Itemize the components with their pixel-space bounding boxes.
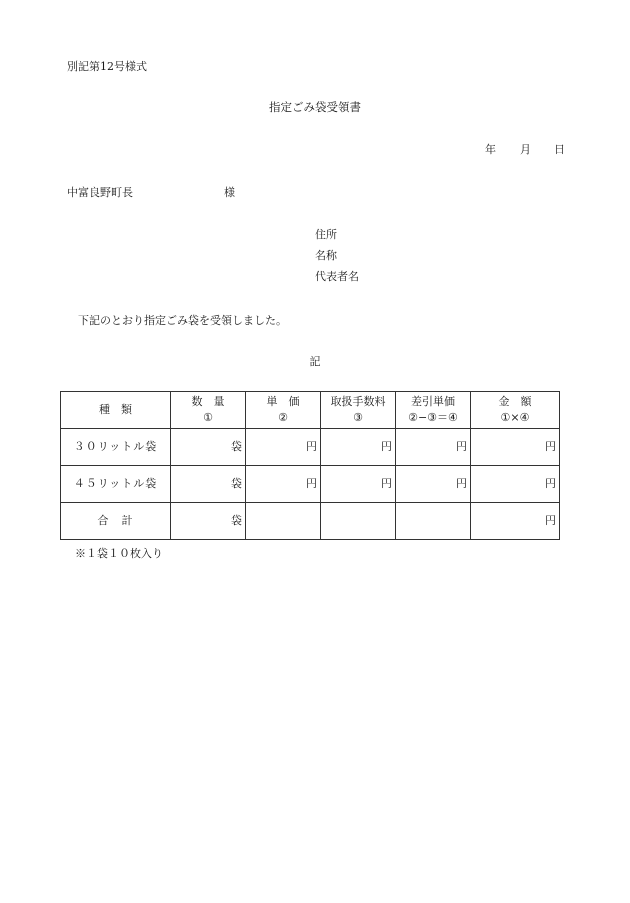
unit-price-cell [246, 503, 321, 540]
document-title: 指定ごみ袋受領書 [269, 100, 361, 114]
net-price-cell[interactable]: 円 [396, 429, 471, 466]
addressee-name: 中富良野町長 [67, 186, 133, 199]
table-header-row [61, 392, 560, 429]
date-year-label: 年 [485, 143, 496, 156]
applicant-representative-label: 代表者名 [315, 270, 359, 283]
handling-fee-cell[interactable]: 円 [321, 466, 396, 503]
amount-cell[interactable]: 円 [471, 466, 560, 503]
header-handling-fee: 取扱手数料 ③ [321, 392, 396, 429]
row-kind-cell: 合 計 [61, 503, 171, 540]
date-day-label: 日 [554, 143, 565, 156]
header-kind: 種 類 [61, 392, 171, 429]
table-row [61, 466, 560, 503]
quantity-cell[interactable]: 袋 [171, 466, 246, 503]
quantity-cell[interactable]: 袋 [171, 503, 246, 540]
unit-price-cell[interactable]: 円 [246, 466, 321, 503]
date-month-label: 月 [520, 143, 531, 156]
header-net-price: 差引単価 ②−③＝④ [396, 392, 471, 429]
applicant-name-label: 名称 [315, 249, 337, 262]
receipt-table [60, 391, 560, 540]
amount-cell[interactable]: 円 [471, 503, 560, 540]
handling-fee-cell [321, 503, 396, 540]
table-row-total [61, 503, 560, 540]
row-kind-cell: ３０リットル袋 [61, 429, 171, 466]
header-quantity: 数 量 ① [171, 392, 246, 429]
ki-heading: 記 [309, 355, 321, 368]
net-price-cell [396, 503, 471, 540]
unit-price-cell[interactable]: 円 [246, 429, 321, 466]
footnote: ※１袋１０枚入り [75, 547, 163, 560]
addressee-honorific: 様 [224, 186, 235, 199]
table-row [61, 429, 560, 466]
handling-fee-cell[interactable]: 円 [321, 429, 396, 466]
form-number: 別記第12号様式 [67, 60, 147, 73]
body-text: 下記のとおり指定ごみ袋を受領しました。 [78, 314, 287, 327]
applicant-address-label: 住所 [315, 228, 337, 241]
net-price-cell[interactable]: 円 [396, 466, 471, 503]
quantity-cell[interactable]: 袋 [171, 429, 246, 466]
header-amount: 金 額 ①×④ [471, 392, 560, 429]
row-kind-cell: ４５リットル袋 [61, 466, 171, 503]
header-unit-price: 単 価 ② [246, 392, 321, 429]
amount-cell[interactable]: 円 [471, 429, 560, 466]
